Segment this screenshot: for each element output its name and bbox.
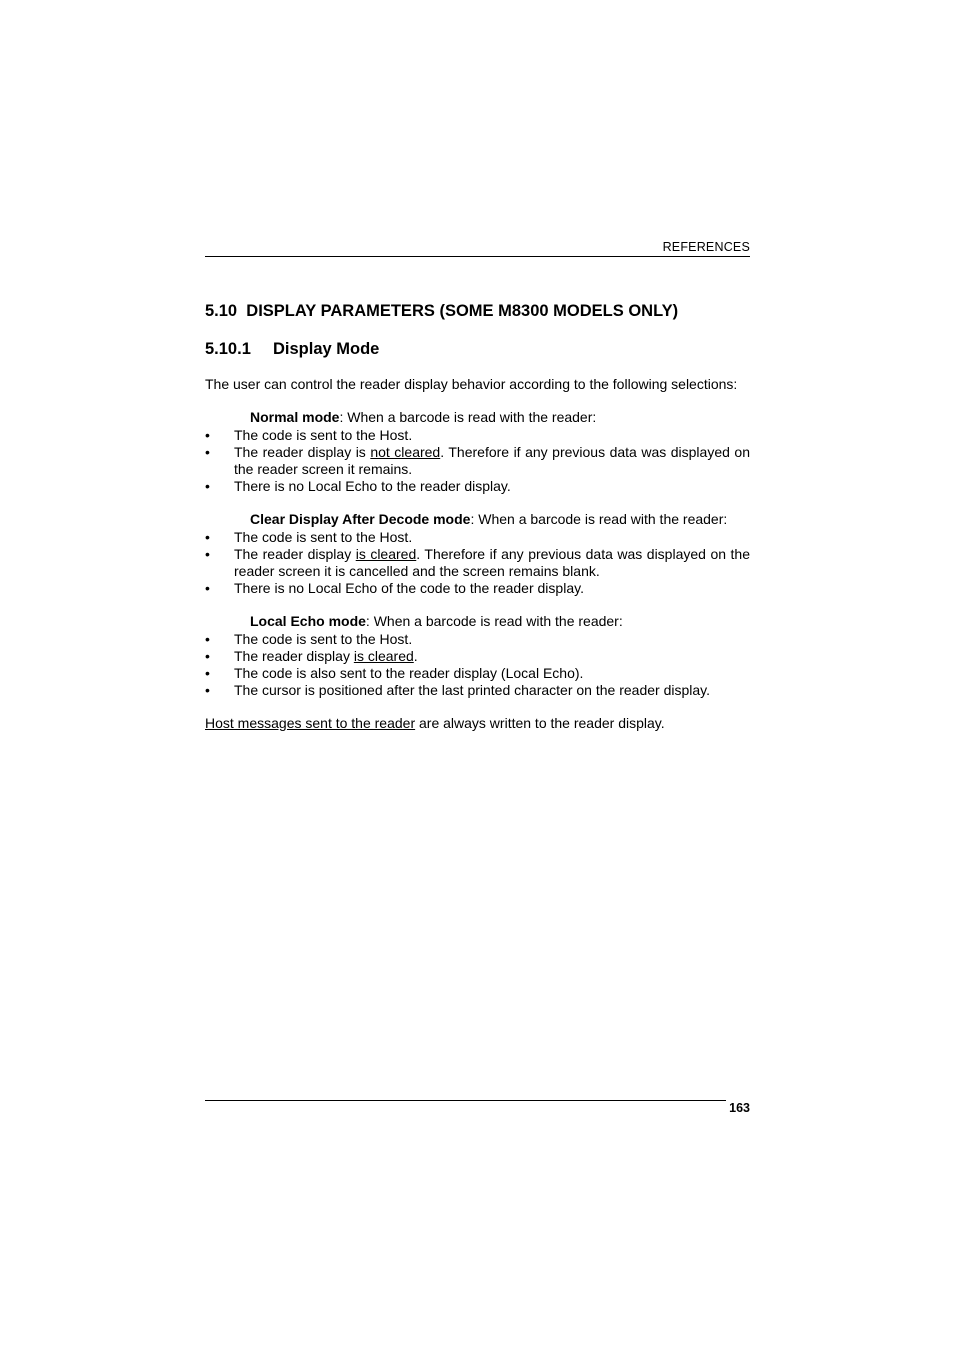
footer-divider (205, 1100, 726, 1101)
mode-name: Normal mode (250, 409, 340, 425)
running-header: REFERENCES (662, 240, 750, 254)
mode-description: : When a barcode is read with the reader: (365, 613, 623, 629)
mode-name: Local Echo mode (250, 613, 366, 629)
bullet-text: The reader display is (234, 444, 371, 460)
bullet-text: . Therefore if any previous data was displayed on the reader screen it remains. (234, 444, 750, 477)
mode-bullet-list (205, 529, 750, 597)
list-item (205, 427, 750, 444)
closing-text: are always written to the reader display. (415, 715, 665, 731)
subsection-title: Display Mode (273, 340, 380, 358)
list-item (205, 478, 750, 495)
bullet-text: The reader display (234, 546, 356, 562)
underlined-text: Host messages sent to the reader (205, 715, 416, 731)
bullet-text: There is no Local Echo to the reader display. (234, 478, 511, 494)
bullet-text: The reader display (234, 648, 354, 664)
header-divider (205, 256, 750, 257)
bullet-text: There is no Local Echo of the code to the reader display. (234, 580, 584, 596)
underlined-text: not cleared (370, 444, 441, 460)
bullet-text: . (413, 648, 418, 664)
closing-paragraph (205, 715, 750, 732)
section-heading (205, 302, 678, 321)
page-number: 163 (729, 1101, 750, 1115)
mode-description: : When a barcode is read with the reader: (339, 409, 597, 425)
list-item (205, 682, 750, 699)
mode-heading (205, 613, 750, 630)
section-number: 5.10 (205, 302, 238, 320)
subsection-number: 5.10.1 (205, 340, 251, 358)
list-item (205, 580, 750, 597)
bullet-text: The code is sent to the Host. (234, 631, 413, 647)
body-text (205, 376, 750, 732)
mode-bullet-list (205, 427, 750, 495)
bullet-text: . Therefore if any previous data was displayed on the reader screen it is cancelled and the screen remains blank. (234, 546, 750, 579)
mode-heading (205, 511, 750, 528)
underlined-text: is cleared (353, 648, 414, 664)
list-item (205, 546, 750, 580)
section-title: DISPLAY PARAMETERS (SOME M8300 MODELS ONLY) (246, 302, 679, 320)
bullet-text: The cursor is positioned after the last printed character on the reader display. (234, 682, 710, 698)
mode-heading (205, 409, 750, 426)
list-item (205, 631, 750, 648)
list-item (205, 444, 750, 478)
bullet-text: The code is sent to the Host. (234, 427, 413, 443)
mode-name: Clear Display After Decode mode (250, 511, 471, 527)
intro-paragraph: The user can control the reader display behavior according to the following selections: (205, 376, 738, 392)
underlined-text: is cleared (355, 546, 417, 562)
list-item (205, 665, 750, 682)
list-item (205, 529, 750, 546)
mode-bullet-list (205, 631, 750, 699)
mode-description: : When a barcode is read with the reader: (470, 511, 728, 527)
bullet-text: The code is sent to the Host. (234, 529, 413, 545)
subsection-heading (205, 340, 379, 359)
bullet-text: The code is also sent to the reader display (Local Echo). (234, 665, 584, 681)
list-item (205, 648, 750, 665)
